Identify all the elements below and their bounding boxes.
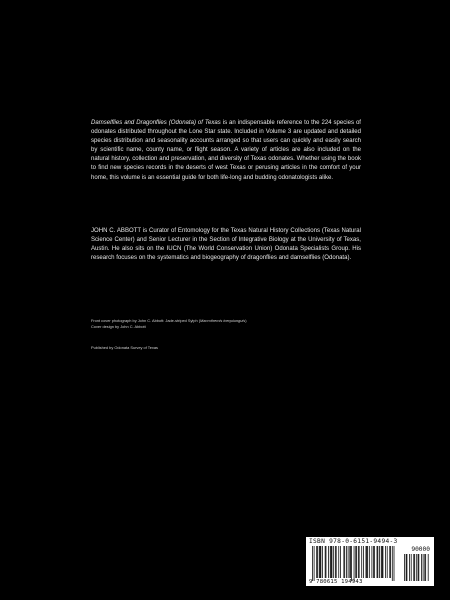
barcode-bar bbox=[314, 546, 315, 581]
addon-bar bbox=[418, 554, 419, 581]
barcode-bar bbox=[361, 546, 362, 578]
photo-credit-suffix: ) bbox=[245, 318, 247, 323]
addon-bar bbox=[413, 554, 414, 581]
barcode-bar bbox=[359, 546, 360, 578]
barcode-bar bbox=[394, 546, 395, 581]
barcode-bar bbox=[340, 546, 341, 578]
addon-bar bbox=[414, 554, 415, 581]
barcode-bar bbox=[320, 546, 321, 578]
barcode-box bbox=[306, 537, 434, 586]
price-code: 90000 bbox=[411, 546, 430, 553]
barcode-bar bbox=[366, 546, 367, 578]
barcode-bar bbox=[325, 546, 326, 578]
barcode-bar bbox=[348, 546, 349, 578]
barcode-bar bbox=[389, 546, 390, 578]
description-body: is an indispensable reference to the 224 species of odonates distributed throughout the Lone Star state. Included in Volume 3 are updated and detailed species distribution and seasonality accounts arranged so that users can quickly and easily search by scientific name, county name, or flight season. A variety of articles are also included on the natural history, collection and preservation, and diversity of Texas odonates. Whether using the book to find new species records in the deserts of west Texas or perusing articles in the comfort of your home, this volume is an essential guide for both life-long and budding odonatologists alike. bbox=[91, 120, 361, 181]
barcode-bar bbox=[355, 546, 356, 578]
addon-bar bbox=[424, 554, 425, 581]
addon-bar bbox=[411, 554, 412, 581]
cover-credits bbox=[91, 318, 361, 330]
barcode-bar bbox=[390, 546, 391, 578]
barcode-bar bbox=[312, 546, 313, 581]
barcode-bar bbox=[317, 546, 318, 578]
barcode-bar bbox=[330, 546, 331, 578]
barcode-bar bbox=[338, 546, 339, 578]
barcode-bar bbox=[382, 546, 383, 578]
barcode-bar bbox=[369, 546, 370, 578]
barcode-bar bbox=[321, 546, 322, 578]
barcode-bar bbox=[373, 546, 374, 578]
barcode-bar bbox=[322, 546, 323, 578]
barcode-bar bbox=[346, 546, 347, 578]
addon-bar bbox=[418, 554, 419, 581]
addon-bar bbox=[421, 554, 422, 581]
barcode-bar bbox=[344, 546, 345, 578]
barcode-bar bbox=[336, 546, 337, 578]
barcode-bar bbox=[354, 546, 355, 581]
barcode-bar bbox=[316, 546, 317, 578]
addon-bar bbox=[409, 554, 410, 581]
addon-bar bbox=[428, 554, 429, 581]
barcode-bar bbox=[392, 546, 393, 581]
isbn-label: ISBN 978-0-6151-9494-3 bbox=[309, 538, 398, 545]
barcode-bar bbox=[351, 546, 352, 581]
barcode-bar bbox=[328, 546, 329, 578]
barcode-bar bbox=[363, 546, 364, 578]
barcode-bar bbox=[350, 546, 351, 578]
book-title-italic: Damselflies and Dragonflies (Odonata) of Texas bbox=[91, 120, 221, 126]
barcode-bar bbox=[379, 546, 380, 578]
barcode-bar bbox=[387, 546, 388, 578]
barcode-bar bbox=[331, 546, 332, 578]
barcode-bar bbox=[377, 546, 378, 578]
barcode-bar bbox=[377, 546, 378, 578]
barcode-bar bbox=[326, 546, 327, 578]
barcode-bar bbox=[335, 546, 336, 578]
addon-bar bbox=[407, 554, 408, 581]
photo-credit-prefix: Front cover photograph by John C. Abbott: Jade-striped Sylph ( bbox=[91, 318, 200, 323]
addon-bar bbox=[423, 554, 424, 581]
design-credit: Cover design by John C. Abbott bbox=[91, 323, 146, 329]
barcode-bar bbox=[333, 546, 334, 578]
barcode-bar bbox=[381, 546, 382, 578]
barcode-bar bbox=[383, 546, 384, 578]
addon-bar bbox=[404, 554, 405, 581]
addon-bar bbox=[416, 554, 417, 581]
barcode-bar bbox=[385, 546, 386, 578]
barcode-bar bbox=[332, 546, 333, 578]
barcode-bar bbox=[319, 546, 320, 578]
barcode-bar bbox=[374, 546, 375, 578]
author-bio: JOHN C. ABBOTT is Curator of Entomology for the Texas Natural History Collections (Texas Natural Science Center) and Senior Lecturer in the Section of Integrative Biology at the University of Texas, Austin. He also sits on the IUCN (The World Conservation Union) Odonata Specialists Group. His research focuses on the systematics and biogeography of dragonflies and damselflies (Odonata). bbox=[91, 228, 361, 262]
barcode-bar bbox=[372, 546, 373, 578]
barcode-bar bbox=[349, 546, 350, 578]
barcode-bar bbox=[358, 546, 359, 578]
photo-credit-species: Macrothemis inequiunguis bbox=[200, 318, 246, 323]
barcode-bar bbox=[356, 546, 357, 578]
book-description bbox=[91, 119, 361, 183]
barcode-bar bbox=[367, 546, 368, 578]
publisher-line: Published by Odonata Survey of Texas bbox=[91, 345, 158, 350]
barcode-bar bbox=[343, 546, 344, 578]
addon-bar bbox=[406, 554, 407, 581]
barcode-bar bbox=[366, 546, 367, 578]
barcode-digits: 9 780615 194943 bbox=[309, 579, 363, 585]
addon-bar bbox=[425, 554, 426, 581]
